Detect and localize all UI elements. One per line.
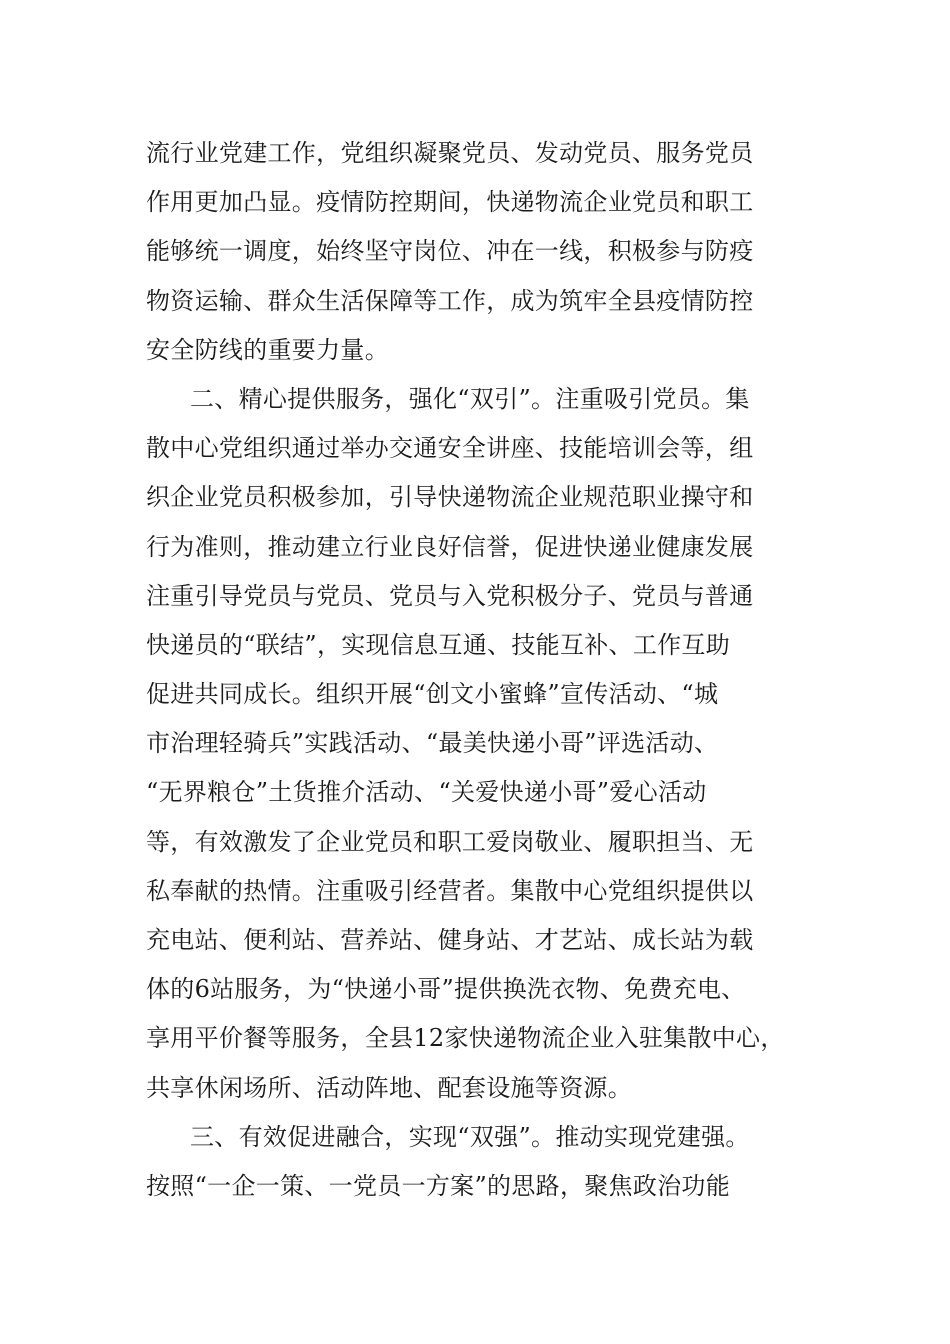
text-line: 共享休闲场所、活动阵地、配套设施等资源。 <box>146 1073 632 1102</box>
text-line: 促进共同成长。组织开展“创文小蜜蜂”宣传活动、“城 <box>146 680 719 709</box>
text-line: 等，有效激发了企业党员和职工爱岗敬业、履职担当、无 <box>146 827 754 856</box>
text-line: 行为准则，推动建立行业良好信誉，促进快递业健康发展 <box>146 532 754 561</box>
text-line: 作用更加凸显。疫情防控期间，快递物流企业党员和职工 <box>146 188 754 217</box>
text-line: 享用平价餐等服务，全县12家快递物流企业入驻集散中心， <box>146 1024 785 1053</box>
body-text <box>146 129 826 1211</box>
text-line: 散中心党组织通过举办交通安全讲座、技能培训会等，组 <box>146 434 754 463</box>
section-heading-3: 三、有效促进融合，实现“双强”。推动实现党建强。 <box>190 1122 750 1151</box>
text-line: 注重引导党员与党员、党员与入党积极分子、党员与普通 <box>146 581 754 610</box>
text-line: 织企业党员积极参加，引导快递物流企业规范职业操守和 <box>146 483 754 512</box>
text-line: 按照“一企一策、一党员一方案”的思路，聚焦政治功能 <box>146 1171 731 1200</box>
text-line: 体的6站服务，为“快递小哥”提供换洗衣物、免费充电、 <box>146 975 746 1004</box>
text-line: “无界粮仓”土货推介活动、“关爱快递小哥”爱心活动 <box>146 778 707 807</box>
text-line: 快递员的“联结”，实现信息互通、技能互补、工作互助 <box>146 630 731 659</box>
text-line: 流行业党建工作，党组织凝聚党员、发动党员、服务党员 <box>146 139 754 167</box>
text-line: 物资运输、群众生活保障等工作，成为筑牢全县疫情防控 <box>146 286 754 315</box>
text-line: 能够统一调度，始终坚守岗位、冲在一线，积极参与防疫 <box>146 237 754 266</box>
text-line: 私奉献的热情。注重吸引经营者。集散中心党组织提供以 <box>146 876 754 905</box>
section-heading-2: 二、精心提供服务，强化“双引”。注重吸引党员。集 <box>190 384 750 413</box>
text-line: 市治理轻骑兵”实践活动、“最美快递小哥”评选活动、 <box>146 729 719 758</box>
text-line: 安全防线的重要力量。 <box>146 335 389 364</box>
text-line: 充电站、便利站、营养站、健身站、才艺站、成长站为载 <box>146 926 754 954</box>
